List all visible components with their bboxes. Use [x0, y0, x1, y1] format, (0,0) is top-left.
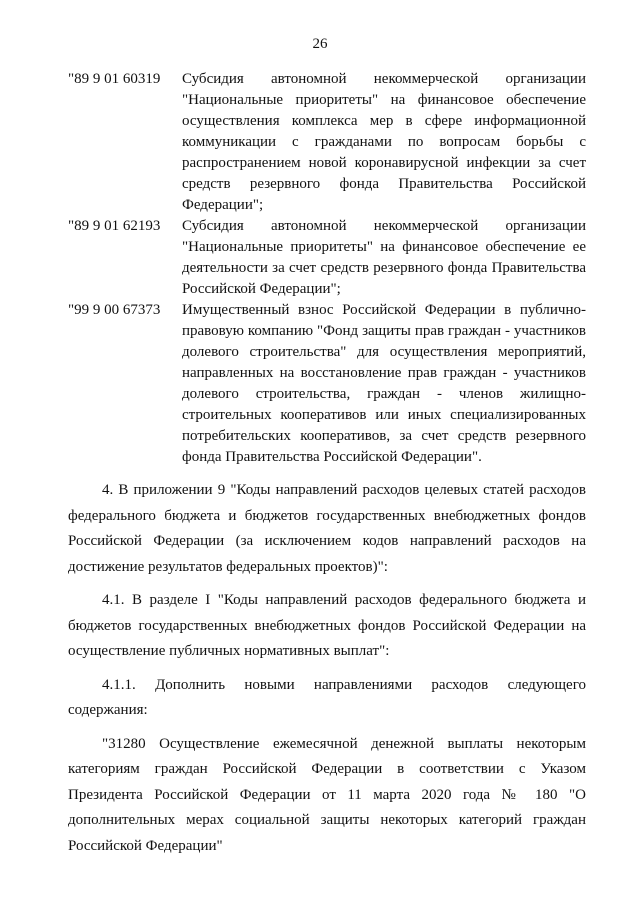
- entry-code: "89 9 01 60319: [68, 71, 161, 87]
- paragraph: "31280 Осуществление ежемесячной денежной выплаты некоторым категориям граждан Российской Федерации в соответствии с Указом Президента Российской Федерации от 11 марта 2020 года № 180 "О дополнительных мерах социальной защиты некоторых категорий граждан Российской Федерации": [68, 735, 586, 854]
- entry-description: Имущественный взнос Российской Федерации в публично-правовую компанию "Фонд защиты прав граждан - участников долевого строительства" для осуществления мероприятий, направленных на восстановление прав граждан - участников долевого строительства, граждан - членов жилищно-строительных кооперативов или иных специализированных потребительских кооперативов, за счет средств резервного фонда Правительства Российской Федерации".: [182, 302, 586, 465]
- paragraph: 4. В приложении 9 "Коды направлений расходов целевых статей расходов федерального бюджета и бюджетов государственных внебюджетных фондов Российской Федерации (за исключением кодов направлений расходов на достижение результатов федеральных проектов)":: [68, 482, 586, 575]
- paragraph: 4.1. В разделе I "Коды направлений расходов федерального бюджета и бюджетов государственных внебюджетных фондов Российской Федерации на осуществление публичных нормативных выплат":: [68, 592, 586, 659]
- page-number: 26: [312, 36, 328, 52]
- entry-code: "89 9 01 62193: [68, 218, 161, 234]
- expense-code-entry: [68, 300, 586, 468]
- entry-code: "99 9 00 67373: [68, 302, 161, 318]
- paragraph: 4.1.1. Дополнить новыми направлениями расходов следующего содержания:: [68, 676, 586, 718]
- expense-code-entry: [68, 216, 586, 300]
- expense-code-entry: [68, 69, 586, 216]
- entry-description: Субсидия автономной некоммерческой организации "Национальные приоритеты" на финансовое обеспечение ее деятельности за счет средств резервного фонда Правительства Российской Федерации";: [182, 218, 586, 297]
- expense-code-list: [68, 69, 586, 468]
- entry-description: Субсидия автономной некоммерческой организации "Национальные приоритеты" на финансовое обеспечение осуществления комплекса мер в сфере информационной коммуникации с гражданами по вопросам борьбы с распространением новой коронавирусной инфекции за счет средств резервного фонда Правительства Российской Федерации";: [182, 71, 586, 213]
- body-text: [68, 478, 586, 867]
